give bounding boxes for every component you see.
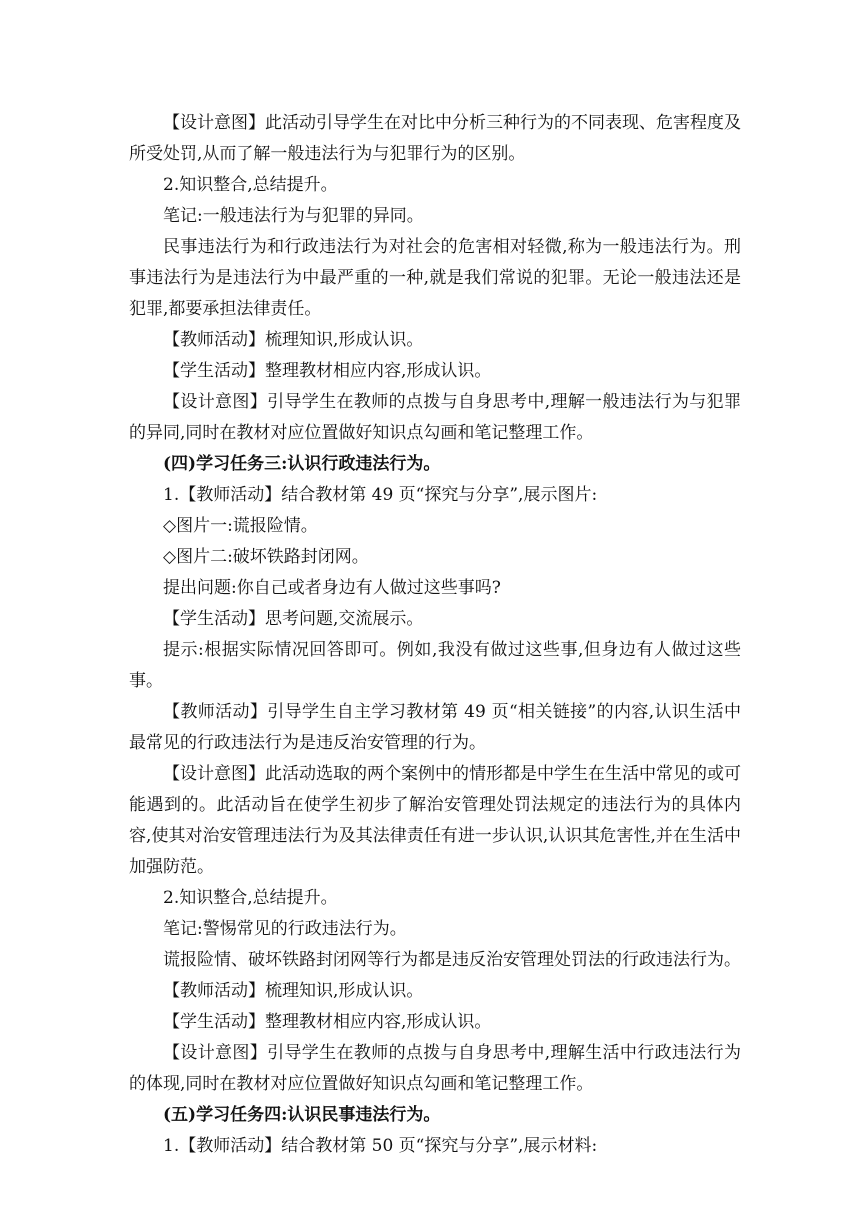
paragraph-student-activity-3: 【学生活动】整理教材相应内容,形成认识。 bbox=[163, 1012, 492, 1032]
paragraph-design-intent-2: 【设计意图】引导学生在教师的点拨与自身思考中,理解一般违法行为与犯罪的异同,同时在教材对应位置做好知识点勾画和笔记整理工作。 bbox=[129, 392, 741, 443]
paragraph-knowledge-integration-2: 2.知识整合,总结提升。 bbox=[163, 888, 338, 908]
document-body bbox=[129, 108, 741, 1162]
paragraph-picture-1: ◇图片一:谎报险情。 bbox=[163, 516, 318, 536]
paragraph-teacher-activity-3: 【教师活动】引导学生自主学习教材第 49 页“相关链接”的内容,认识生活中最常见的行政违法行为是违反治安管理的行为。 bbox=[129, 702, 741, 753]
paragraph-general-violation-definition: 民事违法行为和行政违法行为对社会的危害相对轻微,称为一般违法行为。刑事违法行为是违法行为中最严重的一种,就是我们常说的犯罪。无论一般违法还是犯罪,都要承担法律责任。 bbox=[129, 237, 741, 319]
section-heading-task-3: (四)学习任务三:认识行政违法行为。 bbox=[163, 454, 441, 474]
paragraph-notes-1: 笔记:一般违法行为与犯罪的异同。 bbox=[163, 206, 424, 226]
paragraph-hint: 提示:根据实际情况回答即可。例如,我没有做过这些事,但身边有人做过这些事。 bbox=[129, 640, 741, 691]
paragraph-teacher-activity-1: 【教师活动】梳理知识,形成认识。 bbox=[163, 330, 424, 350]
paragraph-administrative-violation: 谎报险情、破坏铁路封闭网等行为都是违反治安管理处罚法的行政违法行为。 bbox=[163, 950, 741, 970]
paragraph-teacher-activity-2: 1.【教师活动】结合教材第 49 页“探究与分享”,展示图片: bbox=[163, 485, 598, 505]
paragraph-teacher-activity-4: 【教师活动】梳理知识,形成认识。 bbox=[163, 981, 424, 1001]
paragraph-question: 提出问题:你自己或者身边有人做过这些事吗? bbox=[163, 578, 501, 598]
section-heading-task-4: (五)学习任务四:认识民事违法行为。 bbox=[163, 1105, 441, 1125]
paragraph-notes-2: 笔记:警惕常见的行政违法行为。 bbox=[163, 919, 407, 939]
paragraph-teacher-activity-5: 1.【教师活动】结合教材第 50 页“探究与分享”,展示材料: bbox=[163, 1136, 598, 1156]
paragraph-picture-2: ◇图片二:破坏铁路封闭网。 bbox=[163, 547, 369, 567]
paragraph-design-intent-4: 【设计意图】引导学生在教师的点拨与自身思考中,理解生活中行政违法行为的体现,同时在教材对应位置做好知识点勾画和笔记整理工作。 bbox=[129, 1043, 741, 1094]
paragraph-design-intent-1: 【设计意图】此活动引导学生在对比中分析三种行为的不同表现、危害程度及所受处罚,从而了解一般违法行为与犯罪行为的区别。 bbox=[129, 113, 741, 164]
paragraph-knowledge-integration-1: 2.知识整合,总结提升。 bbox=[163, 175, 338, 195]
paragraph-design-intent-3: 【设计意图】此活动选取的两个案例中的情形都是中学生在生活中常见的或可能遇到的。此活动旨在使学生初步了解治安管理处罚法规定的违法行为的具体内容,使其对治安管理违法行为及其法律责任有进一步认识,认识其危害性,并在生活中加强防范。 bbox=[129, 764, 741, 877]
paragraph-student-activity-1: 【学生活动】整理教材相应内容,形成认识。 bbox=[163, 361, 492, 381]
paragraph-student-activity-2: 【学生活动】思考问题,交流展示。 bbox=[163, 609, 424, 629]
